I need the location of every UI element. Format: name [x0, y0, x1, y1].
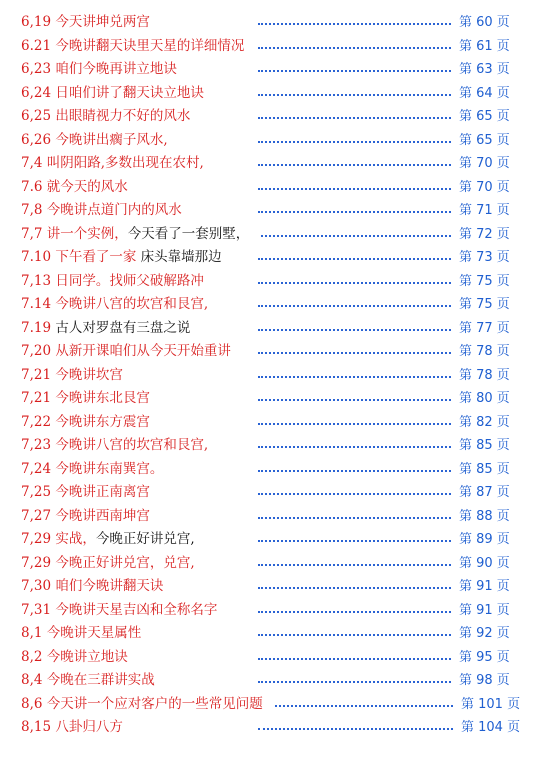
- toc-dot-leader: [258, 611, 451, 613]
- toc-dot-leader: [258, 117, 451, 119]
- toc-entry[interactable]: [0, 152, 542, 176]
- toc-dot-leader: [258, 540, 451, 542]
- toc-entry-title-date: 7,7 讲一个实例，: [21, 225, 128, 242]
- toc-dot-leader: [258, 587, 451, 589]
- toc-dot-leader: [258, 517, 451, 519]
- toc-entry-title: 7.14 今晚讲八宫的坎宫和艮宫,: [21, 296, 209, 312]
- toc-entry-page-number: 第 72 页: [459, 226, 510, 242]
- toc-entry[interactable]: [0, 552, 542, 576]
- toc-entry-title: 7,20 从新开课咱们从今天开始重讲: [21, 343, 231, 359]
- toc-entry-title: 7,8 今晚讲点道门内的风水: [21, 202, 182, 218]
- toc-entry[interactable]: [0, 387, 542, 411]
- toc-entry[interactable]: [0, 199, 542, 223]
- toc-dot-leader: [258, 188, 451, 190]
- toc-dot-leader: [258, 164, 451, 166]
- toc-entry-title: 8,4 今晚在三群讲实战: [21, 672, 155, 688]
- toc-entry-title: [21, 223, 249, 247]
- toc-entry[interactable]: [0, 58, 542, 82]
- toc-entry[interactable]: [0, 293, 542, 317]
- toc-entry-page-number: 第 92 页: [459, 626, 510, 641]
- toc-dot-leader: [258, 658, 451, 660]
- toc-entry-title: 8,6 今天讲一个应对客户的一些常见问题: [21, 695, 263, 712]
- toc-dot-leader: [258, 423, 451, 425]
- toc-entry[interactable]: [0, 340, 542, 364]
- toc-dot-leader: [261, 235, 451, 237]
- toc-entry-title: [21, 528, 195, 552]
- toc-entry-title: 8,1 今晚讲天星属性: [21, 625, 142, 641]
- toc-entry-page-number: 第 101 页: [461, 696, 521, 712]
- toc-entry[interactable]: [0, 646, 542, 670]
- toc-entry[interactable]: [0, 82, 542, 106]
- toc-entry-title: 7,27 今晚讲西南坤宫: [21, 507, 150, 524]
- toc-entry[interactable]: [0, 317, 542, 341]
- toc-entry-page-number: 第 80 页: [459, 391, 510, 406]
- toc-entry-page-number: 第 77 页: [459, 320, 510, 336]
- toc-entry-page-number: 第 95 页: [459, 649, 510, 665]
- toc-dot-leader: [258, 564, 451, 566]
- toc-entry-page-number: 第 63 页: [459, 62, 510, 77]
- toc-entry-title: [21, 246, 222, 270]
- toc-entry-title-text: 今晚正好讲兑宫,: [95, 531, 195, 547]
- toc-entry-title-text: 床头靠墙那边: [140, 249, 222, 265]
- toc-entry[interactable]: [0, 35, 542, 59]
- toc-dot-leader: [258, 23, 451, 25]
- toc-entry-page-number: 第 70 页: [459, 156, 510, 171]
- toc-entry-title: 6,23 咱们今晚再讲立地诀: [21, 61, 177, 77]
- toc-entry[interactable]: [0, 223, 542, 247]
- toc-entry-title: 7,4 叫阴阳路,多数出现在农村,: [21, 155, 204, 171]
- toc-dot-leader: [258, 94, 451, 96]
- toc-entry-title: 6,25 出眼睛视力不好的风水: [21, 108, 191, 124]
- toc-entry-title: 6,26 今晚讲出瘸子风水,: [21, 131, 168, 148]
- toc-entry-title: 7,23 今晚讲八宫的坎宫和艮宫,: [21, 437, 209, 453]
- toc-dot-leader: [275, 705, 453, 707]
- toc-dot-leader: [258, 399, 451, 401]
- toc-entry-page-number: 第 88 页: [459, 508, 510, 524]
- toc-dot-leader: [258, 258, 451, 260]
- toc-entry[interactable]: [0, 481, 542, 505]
- toc-entry[interactable]: [0, 528, 542, 552]
- toc-entry-title: 7,29 今晚正好讲兑宫，兑宫,: [21, 554, 195, 571]
- toc-entry-title-date: 7,29 实战，: [21, 531, 96, 547]
- toc-entry-page-number: 第 60 页: [459, 15, 510, 30]
- toc-entry-title: 7,21 今晚讲东北艮宫: [21, 390, 150, 406]
- toc-entry[interactable]: [0, 669, 542, 693]
- table-of-contents: [0, 11, 542, 740]
- toc-entry-title-date: 7.10 下午看了一家: [21, 249, 141, 265]
- toc-entry-page-number: 第 89 页: [459, 532, 510, 547]
- toc-entry-page-number: 第 78 页: [459, 367, 510, 383]
- toc-dot-leader: [258, 470, 451, 472]
- toc-dot-leader: [258, 728, 453, 730]
- toc-entry-title: 7.6 就今天的风水: [21, 178, 128, 195]
- toc-entry[interactable]: [0, 105, 542, 129]
- toc-entry-page-number: 第 73 页: [459, 250, 510, 265]
- toc-entry-page-number: 第 64 页: [459, 85, 510, 101]
- toc-dot-leader: [258, 376, 451, 378]
- toc-entry-title: 7,30 咱们今晚讲翻天诀: [21, 578, 164, 594]
- toc-dot-leader: [258, 211, 451, 213]
- toc-entry[interactable]: [0, 129, 542, 153]
- toc-dot-leader: [258, 329, 451, 331]
- toc-dot-leader: [258, 493, 451, 495]
- toc-entry-page-number: 第 90 页: [459, 555, 510, 571]
- toc-entry-title-date: 7.19: [21, 319, 56, 336]
- toc-entry-page-number: 第 87 页: [459, 485, 510, 500]
- toc-dot-leader: [258, 446, 451, 448]
- toc-entry-page-number: 第 71 页: [459, 203, 510, 218]
- toc-dot-leader: [258, 47, 451, 49]
- toc-entry[interactable]: [0, 575, 542, 599]
- toc-entry-page-number: 第 75 页: [459, 273, 510, 289]
- toc-entry-title: [21, 317, 190, 341]
- toc-entry-title: 7,31 今晚讲天星吉凶和全称名字: [21, 601, 218, 618]
- toc-entry[interactable]: [0, 411, 542, 435]
- toc-entry-page-number: 第 61 页: [459, 38, 510, 54]
- toc-dot-leader: [258, 634, 451, 636]
- toc-entry-page-number: 第 85 页: [459, 461, 510, 477]
- toc-entry-title: 7,13 日同学。找师父破解路冲: [21, 272, 204, 289]
- toc-entry[interactable]: [0, 11, 542, 35]
- toc-entry-page-number: 第 91 页: [459, 602, 510, 618]
- toc-entry-title-text: 今天看了一套别墅，: [127, 225, 250, 242]
- toc-entry-title: 6.21 今晚讲翻天诀里天星的详细情况: [21, 37, 245, 54]
- toc-entry[interactable]: [0, 270, 542, 294]
- toc-entry-title: 7,25 今晚讲正南离宫: [21, 484, 150, 500]
- toc-entry-page-number: 第 70 页: [459, 179, 510, 195]
- toc-dot-leader: [258, 70, 451, 72]
- toc-entry-title: 6,24 日咱们讲了翻天诀立地诀: [21, 84, 204, 101]
- toc-entry[interactable]: [0, 246, 542, 270]
- toc-entry[interactable]: [0, 622, 542, 646]
- toc-entry-title: 7,24 今晚讲东南巽宫。: [21, 460, 164, 477]
- toc-entry-page-number: 第 98 页: [459, 673, 510, 688]
- toc-entry-page-number: 第 82 页: [459, 414, 510, 430]
- toc-dot-leader: [258, 282, 451, 284]
- toc-entry-title: 7,22 今晚讲东方震宫: [21, 413, 150, 430]
- toc-entry-page-number: 第 78 页: [459, 344, 510, 359]
- toc-entry-title-text: 古人对罗盘有三盘之说: [55, 319, 191, 336]
- toc-entry[interactable]: [0, 693, 542, 717]
- toc-dot-leader: [258, 141, 451, 143]
- toc-entry[interactable]: [0, 458, 542, 482]
- toc-entry-title: 7,21 今晚讲坎宫: [21, 366, 123, 383]
- toc-dot-leader: [258, 352, 451, 354]
- toc-entry-title: 8,15 八卦归八方: [21, 719, 123, 735]
- toc-dot-leader: [258, 681, 451, 683]
- toc-entry-page-number: 第 65 页: [459, 132, 510, 148]
- toc-entry[interactable]: [0, 716, 542, 740]
- toc-entry-title: 6,19 今天讲坤兑两宫: [21, 14, 150, 30]
- toc-entry[interactable]: [0, 434, 542, 458]
- toc-entry[interactable]: [0, 176, 542, 200]
- toc-entry-page-number: 第 91 页: [459, 579, 510, 594]
- toc-entry-page-number: 第 104 页: [461, 720, 521, 735]
- toc-entry-page-number: 第 85 页: [459, 438, 510, 453]
- toc-dot-leader: [258, 305, 451, 307]
- toc-entry-title: 8,2 今晚讲立地诀: [21, 648, 128, 665]
- toc-entry[interactable]: [0, 599, 542, 623]
- toc-entry[interactable]: [0, 364, 542, 388]
- toc-entry-page-number: 第 75 页: [459, 297, 510, 312]
- toc-entry[interactable]: [0, 505, 542, 529]
- toc-entry-page-number: 第 65 页: [459, 109, 510, 124]
